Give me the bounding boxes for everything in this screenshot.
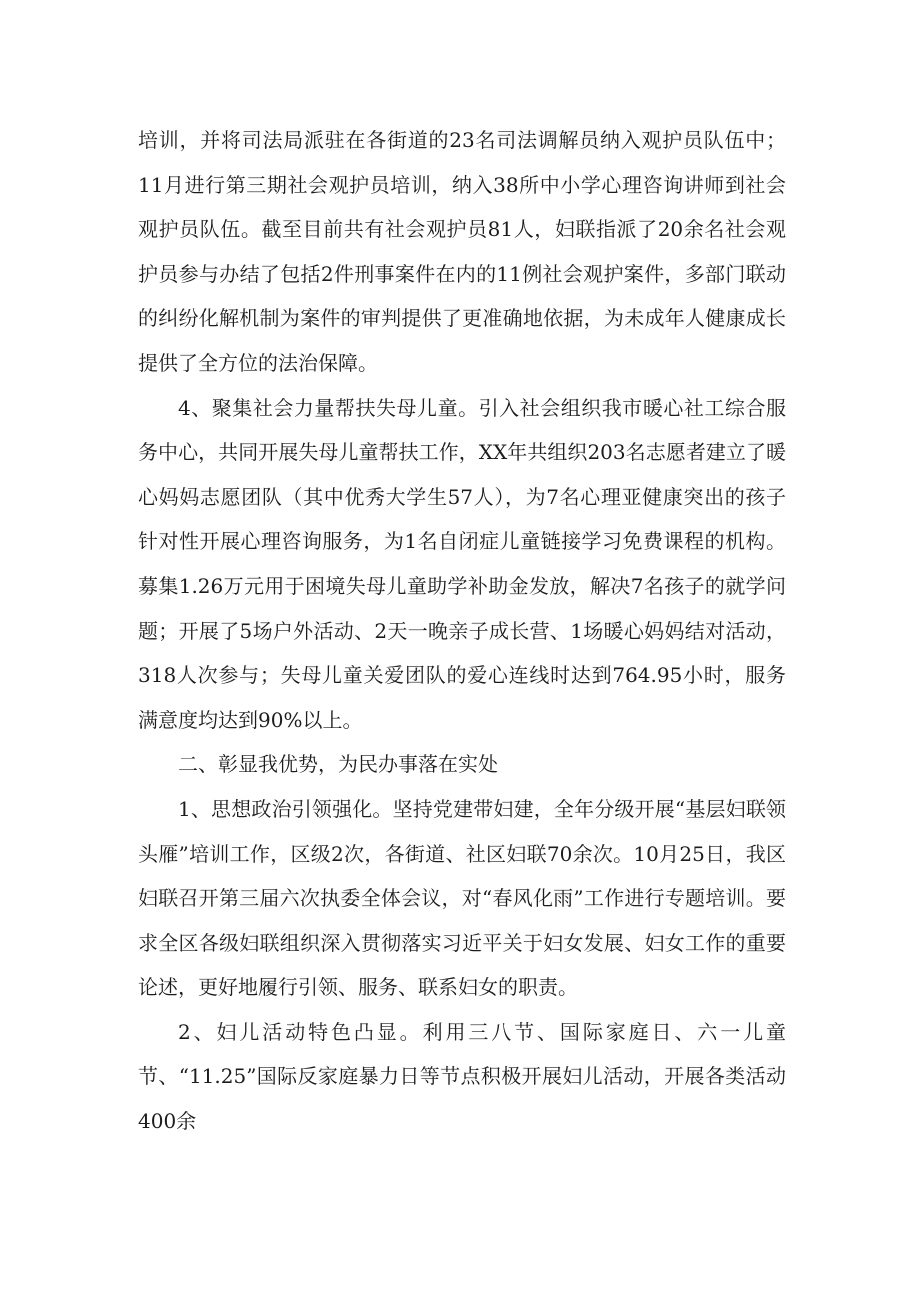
section-heading-2: 二、彰显我优势，为民办事落在实处 xyxy=(178,752,498,777)
paragraph-item-1: 1、思想政治引领强化。坚持党建带妇建，全年分级开展“基层妇联领头雁”培训工作，区级2次，各街道、社区妇联70余次。10月25日，我区妇联召开第三届六次执委全体会议，对“春风化雨”工作进行专题培训。要求全区各级妇联组织深入贯彻落实习近平关于妇女发展、妇女工作的重要论述，更好地履行引领、服务、联系妇女的职责。 xyxy=(138,796,786,1000)
paragraph-item-2: 2、妇儿活动特色凸显。利用三八节、国际家庭日、六一儿童节、“11.25”国际反家庭暴力日等节点积极开展妇儿活动，开展各类活动400余 xyxy=(138,1019,786,1134)
paragraph-continuation: 培训，并将司法局派驻在各街道的23名司法调解员纳入观护员队伍中；11月进行第三期社会观护员培训，纳入38所中小学心理咨询讲师到社会观护员队伍。截至目前共有社会观护员81人，妇联指派了20余名社会观护员参与办结了包括2件刑事案件在内的11例社会观护案件，多部门联动的纠纷化解机制为案件的审判提供了更准确地依据，为未成年人健康成长提供了全方位的法治保障。 xyxy=(138,128,786,375)
paragraph-item-4: 4、聚集社会力量帮扶失母儿童。引入社会组织我市暖心社工综合服务中心，共同开展失母儿童帮扶工作，XX年共组织203名志愿者建立了暖心妈妈志愿团队（其中优秀大学生57人），为7名心理亚健康突出的孩子针对性开展心理咨询服务，为1名自闭症儿童链接学习免费课程的机构。募集1.26万元用于困境失母儿童助学补助金发放，解决7名孩子的就学问题；开展了5场户外活动、2天一晚亲子成长营、1场暖心妈妈结对活动，318人次参与；失母儿童关爱团队的爱心连线时达到764.95小时，服务满意度均达到90%以上。 xyxy=(138,395,786,732)
document-body xyxy=(138,118,786,1144)
